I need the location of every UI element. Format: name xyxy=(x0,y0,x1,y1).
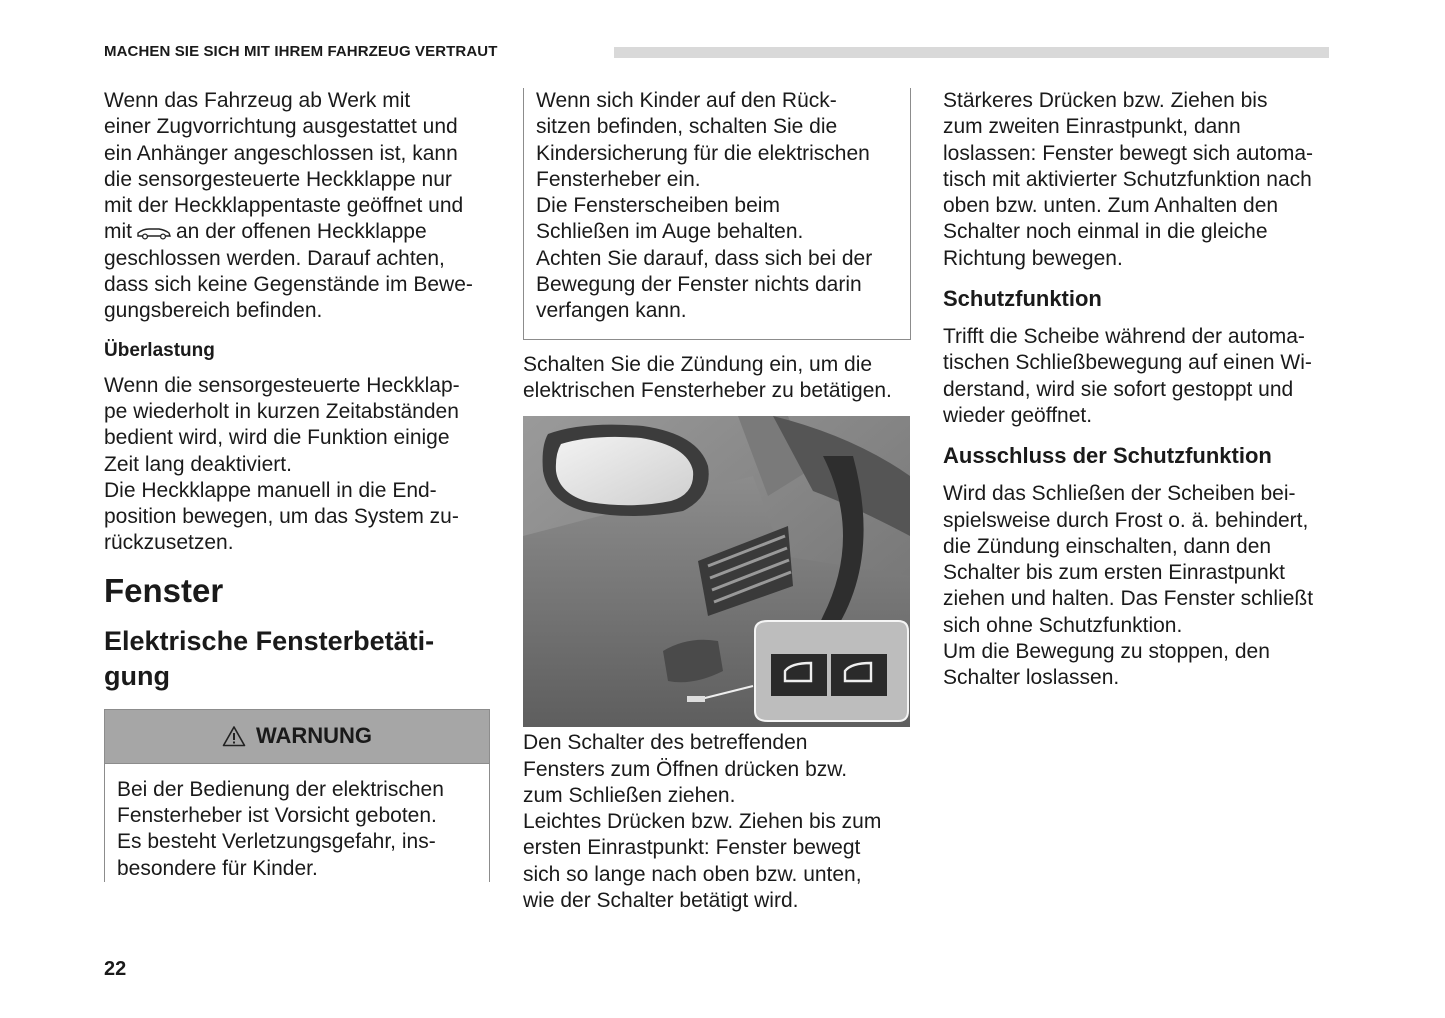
paragraph-auto-mode xyxy=(943,88,1333,272)
text-line: verfangen kann. xyxy=(536,299,687,323)
text-line: Es besteht Verletzungsgefahr, ins- xyxy=(117,830,436,854)
text-line: Trifft die Scheibe während der automa- xyxy=(943,325,1305,349)
text-line: einer Zugvorrichtung ausgestattet und xyxy=(104,115,458,139)
text-line: gungsbereich befinden. xyxy=(104,299,323,323)
text-line: sitzen befinden, schalten Sie die xyxy=(536,115,838,139)
heading-ueberlastung: Überlastung xyxy=(104,339,215,361)
text-line: sich ohne Schutzfunktion. xyxy=(943,613,1183,637)
paragraph-switch-operation xyxy=(523,730,911,914)
text-line: ersten Einrastpunkt: Fenster bewegt xyxy=(523,836,861,860)
subsection-title xyxy=(104,624,490,694)
running-header: MACHEN SIE SICH MIT IHREM FAHRZEUG VERTRAUT xyxy=(104,43,498,60)
text-line: loslassen: Fenster bewegt sich automa- xyxy=(943,141,1314,165)
text-line: Schalter noch einmal in die gleiche xyxy=(943,220,1268,244)
text-line: gung xyxy=(104,660,170,691)
warning-triangle-icon xyxy=(222,725,246,747)
switch-location-marker xyxy=(687,696,705,702)
text-line: tischen Schließbewegung auf einen Wi- xyxy=(943,351,1312,375)
window-switch-left xyxy=(771,654,827,696)
heading-ausschluss: Ausschluss der Schutzfunktion xyxy=(943,443,1272,469)
warning-continuation-box xyxy=(523,88,911,340)
column-right xyxy=(943,88,1333,692)
heading-schutzfunktion: Schutzfunktion xyxy=(943,286,1102,312)
text-line: Richtung bewegen. xyxy=(943,246,1123,270)
text-line: Die Fensterscheiben beim xyxy=(536,194,780,218)
text-line: Wenn die sensorgesteuerte Heckklap- xyxy=(104,373,460,397)
text-line: spielsweise durch Frost o. ä. behindert, xyxy=(943,508,1309,532)
text-line: zum Schließen ziehen. xyxy=(523,783,736,807)
text-fragment: an der offenen Heckklappe xyxy=(176,220,427,244)
text-line: mit der Heckklappentaste geöffnet und xyxy=(104,194,464,218)
paragraph-protection xyxy=(943,324,1333,429)
text-line: pe wiederholt in kurzen Zeitabständen xyxy=(104,399,459,423)
text-line: Wenn das Fahrzeug ab Werk mit xyxy=(104,89,411,112)
text-line xyxy=(104,219,490,245)
text-line: sich so lange nach oben bzw. unten, xyxy=(523,862,862,886)
door-window-switch-illustration xyxy=(523,416,910,727)
warning-label: WARNUNG xyxy=(255,723,373,749)
section-title: Fenster xyxy=(104,571,224,609)
text-line: bedient wird, wird die Funktion einige xyxy=(104,426,450,450)
text-line: oben bzw. unten. Zum Anhalten den xyxy=(943,194,1279,218)
text-line: Fensterheber ist Vorsicht geboten. xyxy=(117,804,437,828)
text-line: Schalter bis zum ersten Einrastpunkt xyxy=(943,561,1285,585)
text-line: Wenn sich Kinder auf den Rück- xyxy=(536,89,837,112)
text-line: ein Anhänger angeschlossen ist, kann xyxy=(104,141,458,165)
text-fragment: mit xyxy=(104,220,132,244)
text-line: Bewegung der Fenster nichts darin xyxy=(536,273,862,297)
text-line: besondere für Kinder. xyxy=(117,856,318,880)
text-line: Leichtes Drücken bzw. Ziehen bis zum xyxy=(523,810,882,834)
paragraph-exclusion xyxy=(943,481,1333,691)
text-line: Fensterheber ein. xyxy=(536,167,701,191)
text-line: Achten Sie darauf, dass sich bei der xyxy=(536,246,873,270)
text-line: tisch mit aktivierter Schutzfunktion nach xyxy=(943,167,1312,191)
text-line: Bei der Bedienung der elektrischen xyxy=(117,777,444,801)
text-line: Stärkeres Drücken bzw. Ziehen bis xyxy=(943,89,1268,112)
page-number: 22 xyxy=(104,958,127,980)
text-line: Wird das Schließen der Scheiben bei- xyxy=(943,482,1296,506)
column-left xyxy=(104,88,490,882)
text-line: Schalten Sie die Zündung ein, um die xyxy=(523,352,873,376)
text-line: wieder geöffnet. xyxy=(943,403,1093,427)
text-line: ziehen und halten. Das Fenster schließt xyxy=(943,587,1314,611)
text-line: Elektrische Fensterbetäti- xyxy=(104,625,435,656)
text-line: dass sich keine Gegenstände im Bewe- xyxy=(104,273,473,297)
text-line: position bewegen, um das System zu- xyxy=(104,505,459,529)
text-line: Schalter loslassen. xyxy=(943,666,1120,690)
warning-body xyxy=(105,764,489,882)
text-line: Kindersicherung für die elektrischen xyxy=(536,141,870,165)
paragraph-ignition xyxy=(523,352,911,405)
text-line: rückzusetzen. xyxy=(104,531,234,555)
header-rule xyxy=(614,47,1329,58)
window-switch-right xyxy=(831,654,887,696)
car-kick-icon xyxy=(135,225,173,241)
text-line: Um die Bewegung zu stoppen, den xyxy=(943,640,1270,664)
text-line: die Zündung einschalten, dann den xyxy=(943,534,1272,558)
text-line: Die Heckklappe manuell in die End- xyxy=(104,478,437,502)
text-line: die sensorgesteuerte Heckklappe nur xyxy=(104,167,452,191)
paragraph-tailgate-trailer xyxy=(104,88,490,325)
text-line: Schließen im Auge behalten. xyxy=(536,220,804,244)
text-line: geschlossen werden. Darauf achten, xyxy=(104,246,445,270)
warning-box xyxy=(104,709,490,882)
text-line: derstand, wird sie sofort gestoppt und xyxy=(943,377,1294,401)
column-middle xyxy=(523,88,911,914)
text-line: zum zweiten Einrastpunkt, dann xyxy=(943,115,1241,139)
text-line: wie der Schalter betätigt wird. xyxy=(523,889,799,913)
text-line: Zeit lang deaktiviert. xyxy=(104,452,292,476)
paragraph-overload xyxy=(104,373,490,557)
text-line: Fensters zum Öffnen drücken bzw. xyxy=(523,757,848,781)
text-line: elektrischen Fensterheber zu betätigen. xyxy=(523,378,892,402)
warning-header xyxy=(105,710,489,764)
text-line: Den Schalter des betreffenden xyxy=(523,731,808,755)
